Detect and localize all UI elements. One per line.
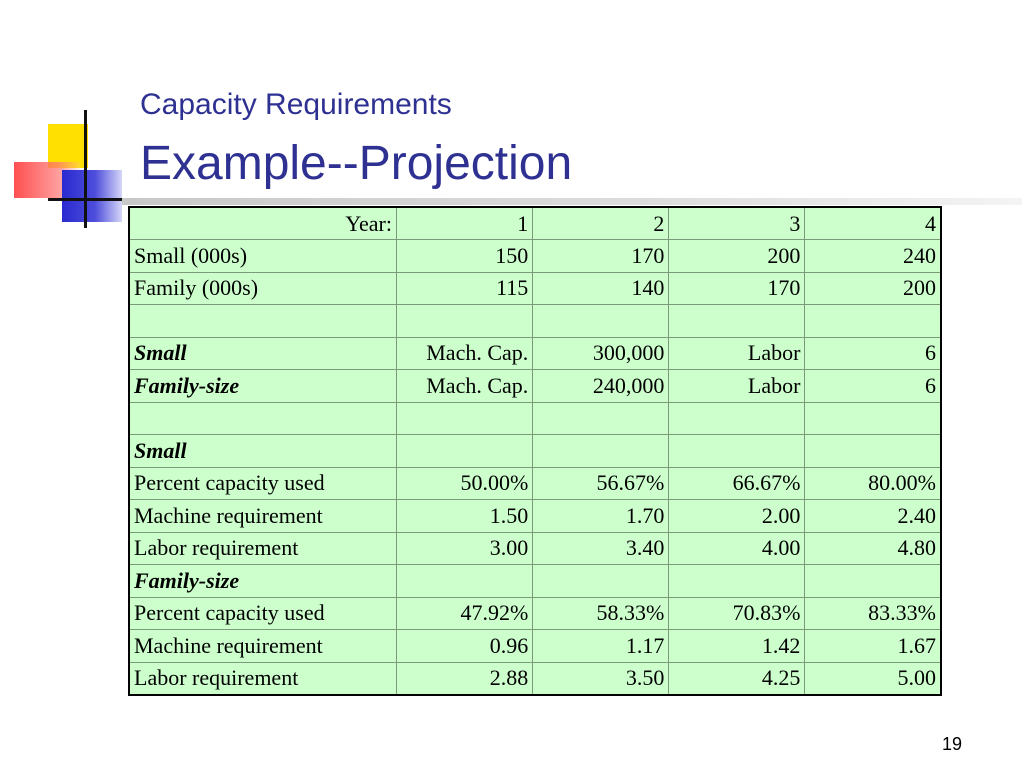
value-cell: 4	[805, 207, 941, 240]
value-cell	[805, 435, 941, 468]
table-row	[129, 597, 941, 630]
value-cell	[396, 305, 532, 338]
value-cell: 5.00	[805, 662, 941, 695]
page-number: 19	[941, 734, 962, 754]
table-row	[129, 272, 941, 305]
table-row	[129, 565, 941, 598]
value-cell	[396, 402, 532, 435]
slide-title: Example--Projection	[140, 137, 573, 190]
slide-subtitle: Capacity Requirements	[140, 88, 452, 121]
value-cell: 1.50	[396, 500, 532, 533]
value-cell: 58.33%	[533, 597, 669, 630]
table-row	[129, 435, 941, 468]
value-cell: Labor	[669, 337, 805, 370]
value-cell: Labor	[669, 370, 805, 403]
row-label-cell: Machine requirement	[129, 500, 396, 533]
table-row	[129, 662, 941, 695]
value-cell: 2	[533, 207, 669, 240]
value-cell: 2.40	[805, 500, 941, 533]
value-cell	[533, 402, 669, 435]
row-label-cell: Percent capacity used	[129, 467, 396, 500]
value-cell	[669, 305, 805, 338]
value-cell	[669, 402, 805, 435]
row-label-cell: Percent capacity used	[129, 597, 396, 630]
value-cell: 4.00	[669, 532, 805, 565]
value-cell: 6	[805, 370, 941, 403]
value-cell: 50.00%	[396, 467, 532, 500]
value-cell: 83.33%	[805, 597, 941, 630]
value-cell	[396, 435, 532, 468]
table-row	[129, 305, 941, 338]
logo-vertical-line	[84, 110, 87, 228]
value-cell: 56.67%	[533, 467, 669, 500]
table-row	[129, 630, 941, 663]
table-row	[129, 207, 941, 240]
row-label-cell: Labor requirement	[129, 662, 396, 695]
value-cell: 3.00	[396, 532, 532, 565]
value-cell: 170	[669, 272, 805, 305]
value-cell: 70.83%	[669, 597, 805, 630]
row-label-cell: Small	[129, 435, 396, 468]
row-label-cell: Labor requirement	[129, 532, 396, 565]
value-cell: 3.50	[533, 662, 669, 695]
value-cell: 1.42	[669, 630, 805, 663]
value-cell: 1	[396, 207, 532, 240]
value-cell: 240,000	[533, 370, 669, 403]
table-row	[129, 532, 941, 565]
row-label-cell: Family-size	[129, 565, 396, 598]
capacity-table	[128, 206, 942, 696]
value-cell: 66.67%	[669, 467, 805, 500]
value-cell: 140	[533, 272, 669, 305]
value-cell	[533, 305, 669, 338]
value-cell: 3.40	[533, 532, 669, 565]
table-row	[129, 500, 941, 533]
value-cell	[396, 565, 532, 598]
value-cell: 170	[533, 240, 669, 273]
value-cell: 6	[805, 337, 941, 370]
value-cell: 47.92%	[396, 597, 532, 630]
value-cell: 1.67	[805, 630, 941, 663]
value-cell: Mach. Cap.	[396, 370, 532, 403]
value-cell: 80.00%	[805, 467, 941, 500]
table-row	[129, 467, 941, 500]
value-cell: 2.00	[669, 500, 805, 533]
value-cell: 4.25	[669, 662, 805, 695]
table-row	[129, 370, 941, 403]
value-cell: Mach. Cap.	[396, 337, 532, 370]
table-row	[129, 337, 941, 370]
value-cell	[669, 565, 805, 598]
row-label-cell: Year:	[129, 207, 396, 240]
value-cell	[669, 435, 805, 468]
value-cell: 115	[396, 272, 532, 305]
value-cell: 0.96	[396, 630, 532, 663]
slide-logo-graphic	[0, 0, 140, 240]
value-cell: 150	[396, 240, 532, 273]
value-cell: 200	[805, 272, 941, 305]
value-cell: 300,000	[533, 337, 669, 370]
value-cell	[805, 402, 941, 435]
value-cell: 3	[669, 207, 805, 240]
row-label-cell: Family-size	[129, 370, 396, 403]
title-divider	[122, 198, 1022, 205]
row-label-cell	[129, 402, 396, 435]
value-cell: 200	[669, 240, 805, 273]
value-cell	[533, 435, 669, 468]
table-row	[129, 240, 941, 273]
row-label-cell	[129, 305, 396, 338]
capacity-table-body	[129, 207, 941, 695]
value-cell: 1.70	[533, 500, 669, 533]
row-label-cell: Family (000s)	[129, 272, 396, 305]
value-cell: 2.88	[396, 662, 532, 695]
value-cell	[805, 565, 941, 598]
row-label-cell: Machine requirement	[129, 630, 396, 663]
value-cell	[805, 305, 941, 338]
value-cell	[533, 565, 669, 598]
value-cell: 240	[805, 240, 941, 273]
table-row	[129, 402, 941, 435]
value-cell: 1.17	[533, 630, 669, 663]
row-label-cell: Small	[129, 337, 396, 370]
logo-blue-square	[62, 170, 122, 222]
value-cell: 4.80	[805, 532, 941, 565]
row-label-cell: Small (000s)	[129, 240, 396, 273]
